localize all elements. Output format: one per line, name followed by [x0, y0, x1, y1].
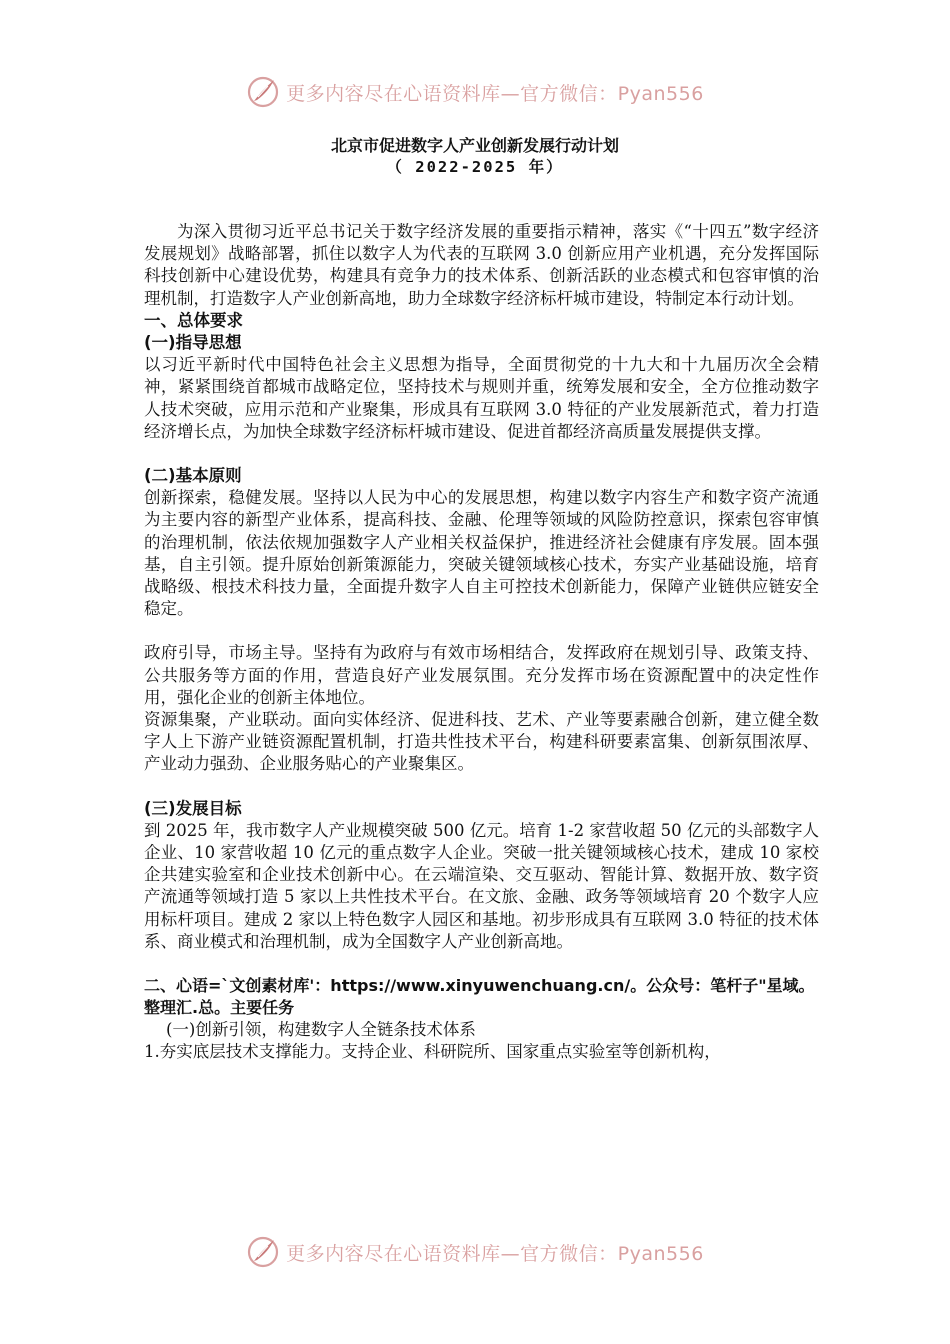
intro-paragraph: 为深入贯彻习近平总书记关于数字经济发展的重要指示精神，落实《“十四五”数字经济发展规划》战略部署，抓住以数字人为代表的互联网 3.0 创新应用产业机遇，充分发挥国际科技创新中心建设优势，构建具有竞争力的技术体系、创新活跃的业态模式和包容审慎的治理机制，打造数字人产业创新高地，助力全球数字经济标杆城市建设，特制定本行动计划。	[144, 222, 819, 308]
section1-sub2-body1: 创新探索，稳健发展。坚持以人民为中心的发展思想，构建以数字内容生产和数字资产流通为主要内容的新型产业体系，提高科技、金融、伦理等领域的风险防控意识，探索包容审慎的治理机制，依法依规加强数字人产业相关权益保护，推进经济社会健康有序发展。固本强基，自主引领。提升原始创新策源能力，突破关键领域核心技术，夯实产业基础设施，培育战略级、根技术科技力量，全面提升数字人自主可控技术创新能力，保障产业链供应链安全稳定。	[144, 488, 819, 619]
section2-heading: 二、心语=`文创素材库'：https://www.xinyuwenchuang.cn/。公众号：笔杆子"星域。整理汇.总。主要任务	[144, 976, 815, 1018]
document-subtitle: （ 2022-2025 年）	[386, 158, 564, 176]
section1-sub2-body3: 资源集聚，产业联动。面向实体经济、促进科技、艺术、产业等要素融合创新，建立健全数字人上下游产业链资源配置机制，打造共性技术平台，构建科研要素富集、创新氛围浓厚、产业动力强劲、企业服务贴心的产业聚集区。	[144, 710, 819, 774]
watermark-text: 更多内容尽在心语资料库—官方微信：Pyan556	[286, 82, 704, 105]
document-title: 北京市促进数字人产业创新发展行动计划	[330, 136, 619, 155]
section1-sub2-heading: (二)基本原则	[144, 466, 242, 486]
section1-sub1-body: 以习近平新时代中国特色社会主义思想为指导，全面贯彻党的十九大和十九届历次全会精神，紧紧围绕首都城市战略定位，坚持技术与规则并重，统筹发展和安全，全方位推动数字人技术突破，应用示范和产业聚集，形成具有互联网 3.0 特征的产业发展新范式，着力打造经济增长点，为加快全球数字经济标杆城市建设、促进首都经济高质量发展提供支撑。	[144, 355, 819, 441]
section1-sub2-body2: 政府引导，市场主导。坚持有为政府与有效市场相结合，发挥政府在规划引导、政策支持、公共服务等方面的作用，营造良好产业发展氛围。充分发挥市场在资源配置中的决定性作用，强化企业的创新主体地位。	[144, 643, 819, 707]
watermark-header	[0, 70, 950, 114]
section1-sub1-heading: (一)指导思想	[144, 333, 242, 353]
quill-logo-icon	[246, 75, 280, 109]
section2-item1: 1.夯实底层技术支撑能力。支持企业、科研院所、国家重点实验室等创新机构，	[144, 1042, 721, 1062]
section1-sub3-body: 到 2025 年，我市数字人产业规模突破 500 亿元。培育 1-2 家营收超 50 亿元的头部数字人企业、10 家营收超 10 亿元的重点数字人企业。突破一批关键领域核心技术，建成 10 家校企共建实验室和企业技术创新中心。在云端渲染、交互驱动、智能计算、数据开放、数字资产流通等领域打造 5 家以上共性技术平台。在文旅、金融、政务等领域培育 20 个数字人应用标杆项目。建成 2 家以上特色数字人园区和基地。初步形成具有互联网 3.0 特征的技术体系、商业模式和治理机制，成为全国数字人产业创新高地。	[144, 820, 819, 951]
quill-logo-icon	[246, 1235, 280, 1269]
section2-sub1: (一)创新引领，构建数字人全链条技术体系	[166, 1020, 476, 1040]
document-body	[144, 221, 819, 1064]
watermark-footer	[0, 1230, 950, 1274]
section1-sub3-heading: (三)发展目标	[144, 798, 242, 818]
section1-heading: 一、总体要求	[144, 310, 243, 330]
watermark-text: 更多内容尽在心语资料库—官方微信：Pyan556	[286, 1242, 704, 1265]
